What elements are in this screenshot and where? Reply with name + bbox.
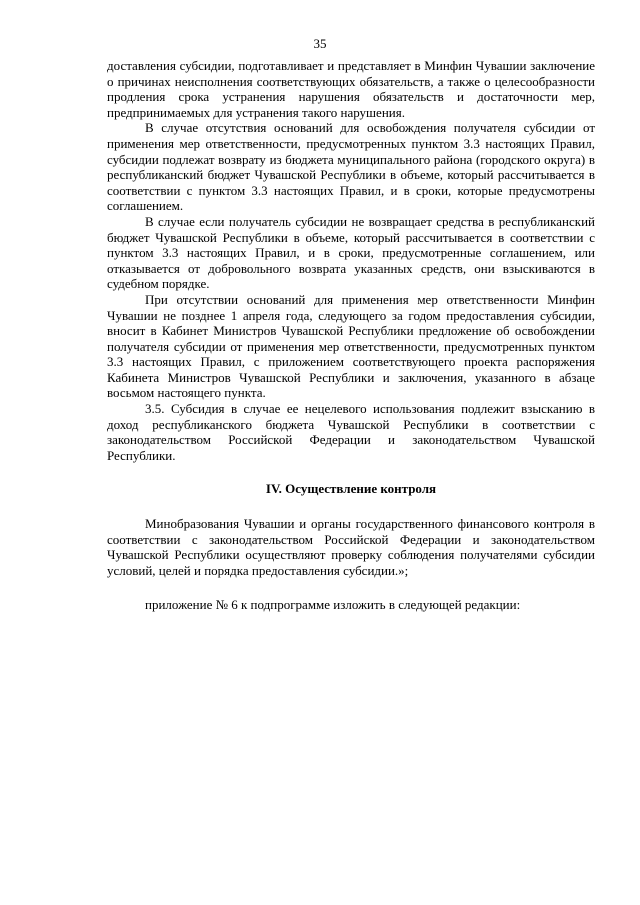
section-heading: IV. Осуществление контроля	[265, 481, 437, 497]
paragraph-control: Минобразования Чувашии и органы государственного финансового контроля в соответствии с законодательством Российской Федерации и законодательством Чувашской Республики осуществляют проверку соблюдения получателями субсидии условий, целей и порядка предоставления субсидии.»;	[107, 516, 595, 578]
paragraph-appendix-note: приложение № 6 к подпрограмме изложить в следующей редакции:	[145, 597, 521, 613]
paragraph-misuse-recovery: 3.5. Субсидия в случае ее нецелевого использования подлежит взысканию в доход республиканского бюджета Чувашской Республики в соответствии с законодательством Российской Федерации и законодательством Чувашской Республики.	[107, 401, 595, 463]
document-body	[107, 58, 595, 613]
page-number: 35	[313, 36, 327, 51]
paragraph-refund-conditions: В случае отсутствия оснований для освобождения получателя субсидии от применения мер ответственности, предусмотренных пунктом 3.3 настоящих Правил, субсидии подлежат возврату из бюджета муниципального района (городского округа) в республиканский бюджет Чувашской Республики в объеме, который рассчитывается в соответствии с пунктом 3.3 настоящих Правил, и в сроки, которые предусмотрены соглашением.	[107, 120, 595, 214]
paragraph-judicial-recovery: В случае если получатель субсидии не возвращает средства в республиканский бюджет Чувашской Республики в объеме, который рассчитывается в соответствии с пунктом 3.3 настоящих Правил, и в сроки, предусмотренные соглашением, или отказывается от добровольного возврата указанных средств, они взыскиваются в судебном порядке.	[107, 213, 595, 292]
paragraph-exemption-proposal: При отсутствии оснований для применения мер ответственности Минфин Чувашии не позднее 1 апреля года, следующего за годом предоставления субсидии, вносит в Кабинет Министров Чувашской Республики предложение об освобождении получателя субсидии от применения мер ответственности, предусмотренных пунктом 3.3 настоящих Правил, с приложением соответствующего проекта распоряжения Кабинета Министров Чувашской Республики и заключения, указанного в абзаце восьмом настоящего пункта.	[107, 291, 595, 401]
paragraph-continuation: доставления субсидии, подготавливает и представляет в Минфин Чувашии заключение о причинах неисполнения соответствующих обязательств, а также о целесообразности продления срока устранения нарушения обязательств и достаточности мер, предпринимаемых для устранения такого нарушения.	[107, 58, 595, 120]
